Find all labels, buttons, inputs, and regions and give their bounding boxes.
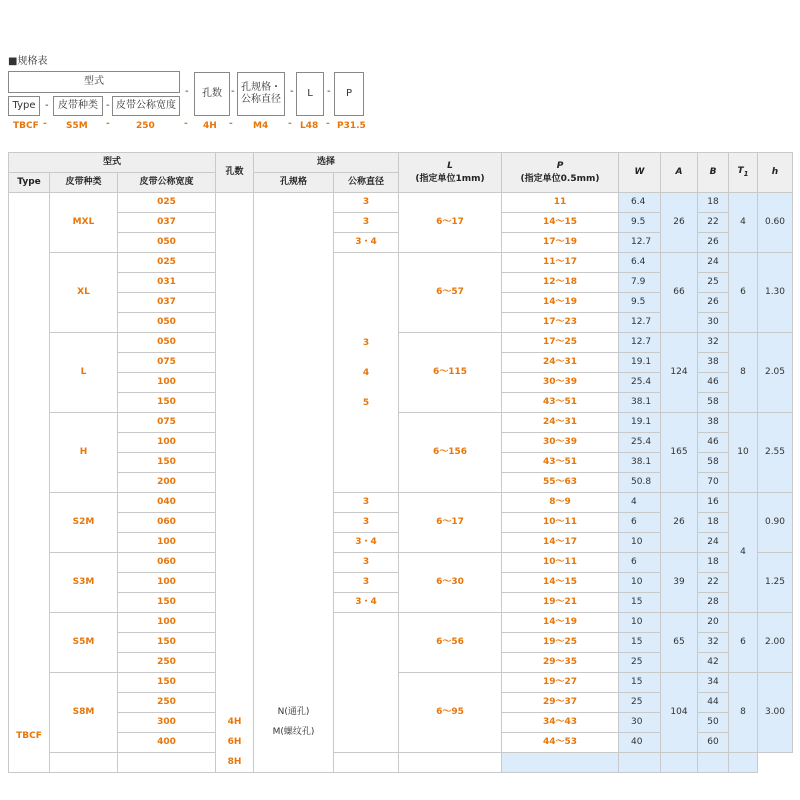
b-cell: 38	[698, 353, 729, 373]
b-cell: 18	[698, 513, 729, 533]
p-range-cell: 43～51	[502, 453, 619, 473]
belt-width-cell: 075	[118, 413, 216, 433]
belt-width-cell: 037	[118, 213, 216, 233]
a-cell: 104	[661, 673, 698, 753]
example-p: P31.5	[337, 121, 366, 131]
w-cell: 19.1	[619, 413, 661, 433]
w-cell: 30	[619, 713, 661, 733]
example-sep: -	[326, 119, 330, 129]
belt-width-cell: 060	[118, 513, 216, 533]
w-cell: 15	[619, 593, 661, 613]
belt-width-cell: 150	[118, 633, 216, 653]
diameter-cell: 3	[334, 553, 399, 573]
w-cell: 25	[619, 693, 661, 713]
p-range-cell: 14～19	[502, 293, 619, 313]
p-range-cell: 55～63	[502, 473, 619, 493]
w-cell: 25	[619, 653, 661, 673]
dash: -	[327, 86, 331, 97]
t-cell: 4	[729, 193, 758, 253]
belt-width-cell: 050	[118, 233, 216, 253]
header-p	[502, 153, 619, 193]
holes-value: 4H	[227, 717, 242, 727]
p-range-cell: 30～39	[502, 433, 619, 453]
p-range-cell: 14～19	[502, 613, 619, 633]
h-cell: 3.00	[758, 673, 793, 753]
p-range-cell-empty	[399, 753, 502, 773]
belt-width-cell: 200	[118, 473, 216, 493]
h-cell-empty	[729, 753, 758, 773]
belt-type-cell: S3M	[50, 553, 118, 613]
w-cell: 6.4	[619, 253, 661, 273]
p-range-cell: 11～17	[502, 253, 619, 273]
b-cell: 18	[698, 553, 729, 573]
p-range-cell: 29～35	[502, 653, 619, 673]
h-cell: 0.90	[758, 493, 793, 553]
b-cell: 32	[698, 633, 729, 653]
b-cell: 46	[698, 373, 729, 393]
header-diameter: 公称直径	[334, 173, 399, 193]
diameter-value: 3	[362, 337, 370, 348]
belt-width-cell: 100	[118, 613, 216, 633]
w-cell: 12.7	[619, 313, 661, 333]
dash: -	[290, 86, 294, 97]
type-box: Type	[8, 96, 40, 116]
w-cell: 10	[619, 613, 661, 633]
example-sep: -	[229, 119, 233, 129]
l-range-cell: 6～17	[399, 493, 502, 553]
w-cell-empty	[502, 753, 619, 773]
belt-width-cell: 100	[118, 433, 216, 453]
header-select-group: 选择	[254, 153, 399, 173]
header-type: Type	[9, 173, 50, 193]
belt-type-cell: H	[50, 413, 118, 493]
header-t	[729, 153, 758, 193]
belt-width-box: 皮带公称宽度	[112, 96, 180, 116]
belt-width-cell: 025	[118, 253, 216, 273]
p-range-cell: 10～11	[502, 513, 619, 533]
b-cell: 34	[698, 673, 729, 693]
w-cell: 7.9	[619, 273, 661, 293]
w-cell: 38.1	[619, 453, 661, 473]
w-cell: 15	[619, 673, 661, 693]
holes-cell	[216, 193, 254, 773]
b-cell: 26	[698, 233, 729, 253]
p-range-cell: 19～27	[502, 673, 619, 693]
belt-width-cell: 100	[118, 573, 216, 593]
example-sep: -	[288, 119, 292, 129]
belt-width-cell: 250	[118, 653, 216, 673]
hole-spec-value: N(通孔)	[277, 707, 310, 717]
diameter-cell: 3・4	[334, 593, 399, 613]
b-cell: 70	[698, 473, 729, 493]
p-range-cell: 19～21	[502, 593, 619, 613]
hole-spec-cell	[254, 193, 334, 773]
b-cell: 20	[698, 613, 729, 633]
header-hole-spec: 孔规格	[254, 173, 334, 193]
header-l	[399, 153, 502, 193]
dash: -	[106, 100, 110, 111]
header-t-label: T	[737, 165, 744, 176]
b-cell: 22	[698, 213, 729, 233]
a-cell: 26	[661, 493, 698, 553]
dash: -	[185, 86, 189, 97]
h-cell: 1.25	[758, 553, 793, 613]
header-a: A	[661, 153, 698, 193]
b-cell: 18	[698, 193, 729, 213]
b-cell: 44	[698, 693, 729, 713]
belt-width-cell: 150	[118, 393, 216, 413]
t-cell: 6	[729, 253, 758, 333]
example-type: TBCF	[13, 121, 39, 131]
p-range-cell: 12～18	[502, 273, 619, 293]
b-cell: 25	[698, 273, 729, 293]
b-cell: 24	[698, 253, 729, 273]
belt-width-cell: 075	[118, 353, 216, 373]
header-holes: 孔数	[216, 153, 254, 193]
p-range-cell: 44～53	[502, 733, 619, 753]
diameter-cell-empty	[334, 613, 399, 753]
w-cell: 10	[619, 573, 661, 593]
p-range-cell: 10～11	[502, 553, 619, 573]
t-cell: 8	[729, 673, 758, 753]
belt-width-cell: 050	[118, 313, 216, 333]
l-range-cell: 6～30	[399, 553, 502, 613]
p-range-cell: 30～39	[502, 373, 619, 393]
h-cell: 0.60	[758, 193, 793, 253]
w-cell: 10	[619, 533, 661, 553]
diameter-cell: 3	[334, 213, 399, 233]
p-range-cell: 8～9	[502, 493, 619, 513]
header-l-sub: (指定单位1mm)	[415, 173, 485, 184]
w-cell: 12.7	[619, 333, 661, 353]
w-cell: 25.4	[619, 433, 661, 453]
diameter-cell	[334, 253, 399, 493]
t-cell: 10	[729, 413, 758, 493]
type-group-box: 型式	[8, 71, 180, 93]
diameter-value: 4	[362, 367, 370, 378]
w-cell: 6	[619, 553, 661, 573]
p-range-cell: 14～15	[502, 213, 619, 233]
belt-type-cell: XL	[50, 253, 118, 333]
w-cell: 50.8	[619, 473, 661, 493]
a-cell: 165	[661, 413, 698, 493]
diameter-cell: 3	[334, 193, 399, 213]
section-title: ■规格表	[8, 56, 48, 67]
holes-box: 孔数	[194, 72, 230, 116]
belt-width-cell: 150	[118, 453, 216, 473]
header-l-label: L	[447, 160, 453, 171]
diameter-cell: 3	[334, 513, 399, 533]
l-range-cell: 6～17	[399, 193, 502, 253]
a-cell: 39	[661, 553, 698, 613]
h-cell: 2.55	[758, 413, 793, 493]
holes-value: 6H	[227, 737, 242, 747]
b-cell: 26	[698, 293, 729, 313]
belt-width-cell: 031	[118, 273, 216, 293]
a-cell: 124	[661, 333, 698, 413]
example-sep: -	[106, 119, 110, 129]
b-cell: 16	[698, 493, 729, 513]
l-box: L	[296, 72, 324, 116]
h-cell: 2.00	[758, 613, 793, 673]
l-range-cell: 6～57	[399, 253, 502, 333]
b-cell: 58	[698, 393, 729, 413]
belt-type-cell: S5M	[50, 613, 118, 673]
l-range-cell: 6～115	[399, 333, 502, 413]
a-cell: 65	[661, 613, 698, 673]
header-belt-type: 皮带种类	[50, 173, 118, 193]
header-p-sub: (指定单位0.5mm)	[520, 173, 600, 184]
p-range-cell: 24～31	[502, 413, 619, 433]
p-range-cell: 14～15	[502, 573, 619, 593]
w-cell: 4	[619, 493, 661, 513]
header-w: W	[619, 153, 661, 193]
example-sep: -	[184, 119, 188, 129]
example-belt-type: S5M	[66, 121, 88, 131]
b-cell: 24	[698, 533, 729, 553]
hole-spec-value: M(螺纹孔)	[272, 727, 315, 737]
l-range-cell: 6～156	[399, 413, 502, 493]
belt-width-cell: 300	[118, 713, 216, 733]
p-range-cell: 11	[502, 193, 619, 213]
example-l: L48	[300, 121, 319, 131]
a-cell-empty	[619, 753, 661, 773]
b-cell: 32	[698, 333, 729, 353]
h-cell: 1.30	[758, 253, 793, 333]
hole-spec-box: 孔规格・公称直径	[237, 72, 285, 116]
b-cell: 46	[698, 433, 729, 453]
l-range-cell: 6～56	[399, 613, 502, 673]
header-type-group: 型式	[9, 153, 216, 173]
p-range-cell: 17～19	[502, 233, 619, 253]
w-cell: 40	[619, 733, 661, 753]
t-cell-empty	[698, 753, 729, 773]
header-b: B	[698, 153, 729, 193]
b-cell: 28	[698, 593, 729, 613]
p-range-cell: 24～31	[502, 353, 619, 373]
p-range-cell: 14～17	[502, 533, 619, 553]
belt-width-cell: 040	[118, 493, 216, 513]
belt-type-cell-empty	[50, 753, 118, 773]
p-range-cell: 34～43	[502, 713, 619, 733]
belt-type-cell: S8M	[50, 673, 118, 753]
dash: -	[231, 86, 235, 97]
p-range-cell: 19～25	[502, 633, 619, 653]
t-cell: 6	[729, 613, 758, 673]
belt-width-cell: 037	[118, 293, 216, 313]
belt-width-cell-empty	[118, 753, 216, 773]
b-cell: 50	[698, 713, 729, 733]
example-belt-width: 250	[136, 121, 155, 131]
b-cell: 58	[698, 453, 729, 473]
w-cell: 15	[619, 633, 661, 653]
p-range-cell: 29～37	[502, 693, 619, 713]
belt-type-box: 皮带种类	[53, 96, 103, 116]
belt-width-cell: 150	[118, 673, 216, 693]
example-holes: 4H	[203, 121, 217, 131]
w-cell: 6.4	[619, 193, 661, 213]
b-cell-empty	[661, 753, 698, 773]
header-belt-width: 皮带公称宽度	[118, 173, 216, 193]
belt-width-cell: 060	[118, 553, 216, 573]
l-range-cell-empty	[334, 753, 399, 773]
belt-width-cell: 025	[118, 193, 216, 213]
diameter-cell: 3・4	[334, 533, 399, 553]
belt-width-cell: 100	[118, 533, 216, 553]
example-hole-spec: M4	[253, 121, 269, 131]
belt-width-cell: 050	[118, 333, 216, 353]
diameter-cell: 3・4	[334, 233, 399, 253]
w-cell: 6	[619, 513, 661, 533]
t-cell: 4	[729, 493, 758, 613]
b-cell: 22	[698, 573, 729, 593]
l-range-cell: 6～95	[399, 673, 502, 753]
w-cell: 12.7	[619, 233, 661, 253]
header-t-sub: 1	[743, 169, 749, 178]
example-sep: -	[43, 119, 47, 129]
b-cell: 38	[698, 413, 729, 433]
diameter-cell: 3	[334, 573, 399, 593]
belt-type-cell: MXL	[50, 193, 118, 253]
header-p-label: P	[556, 160, 564, 171]
w-cell: 9.5	[619, 213, 661, 233]
a-cell: 26	[661, 193, 698, 253]
belt-width-cell: 150	[118, 593, 216, 613]
belt-width-cell: 100	[118, 373, 216, 393]
type-cell: TBCF	[9, 193, 50, 773]
p-range-cell: 43～51	[502, 393, 619, 413]
b-cell: 30	[698, 313, 729, 333]
p-range-cell: 17～23	[502, 313, 619, 333]
w-cell: 38.1	[619, 393, 661, 413]
w-cell: 9.5	[619, 293, 661, 313]
b-cell: 60	[698, 733, 729, 753]
diameter-cell: 3	[334, 493, 399, 513]
spec-table	[8, 152, 793, 773]
header-h: h	[758, 153, 793, 193]
belt-width-cell: 250	[118, 693, 216, 713]
belt-type-cell: S2M	[50, 493, 118, 553]
w-cell: 25.4	[619, 373, 661, 393]
w-cell: 19.1	[619, 353, 661, 373]
holes-value: 8H	[227, 757, 242, 767]
a-cell: 66	[661, 253, 698, 333]
diameter-value: 5	[362, 397, 370, 408]
dash: -	[45, 100, 49, 111]
h-cell: 2.05	[758, 333, 793, 413]
belt-width-cell: 400	[118, 733, 216, 753]
p-box: P	[334, 72, 364, 116]
belt-type-cell: L	[50, 333, 118, 413]
t-cell: 8	[729, 333, 758, 413]
b-cell: 42	[698, 653, 729, 673]
p-range-cell: 17～25	[502, 333, 619, 353]
